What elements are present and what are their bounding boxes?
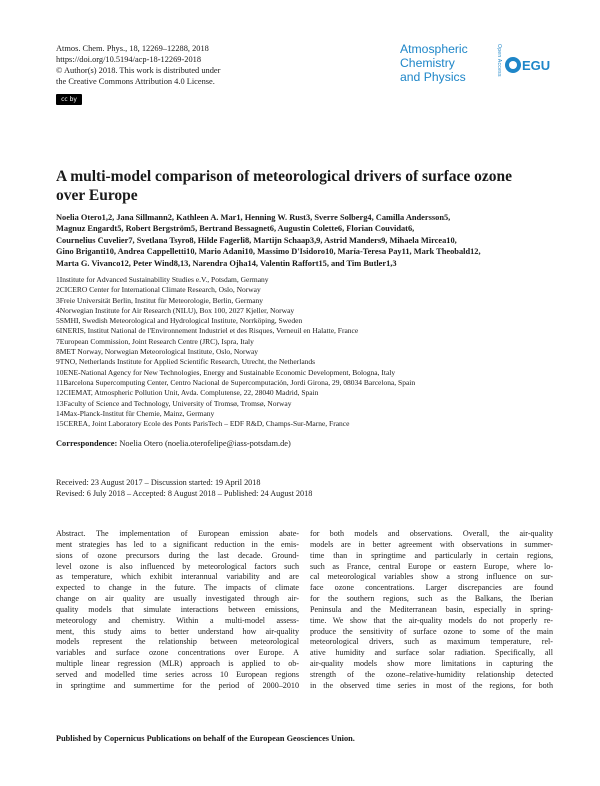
abstract-line: served and modelled time series across 10 European regions [56, 669, 299, 679]
abstract-line: Abstract. The implementation of European emission abate- [56, 529, 299, 538]
doi-link[interactable]: https://doi.org/10.5194/acp-18-12269-2018 [56, 55, 202, 64]
abstract-line: produce the sensitivity of surface ozone to some of the main [310, 626, 553, 636]
affiliation: 4Norwegian Institute for Air Research (NILU), Box 100, 2027 Kjeller, Norway [56, 305, 295, 315]
abstract-line: ative humidity and surface solar radiation. Specifically, all [310, 648, 553, 658]
correspondence-text[interactable]: Noelia Otero (noelia.oterofelipe@iass-potsdam.de) [119, 439, 291, 448]
author-line: Magnuz Engardt5, Robert Bergström5, Bertrand Bessagnet6, Augustin Colette6, Florian Couvidat6, [56, 224, 415, 234]
affiliation: 8MET Norway, Norwegian Meteorological Institute, Oslo, Norway [56, 347, 259, 357]
paper-title: A multi-model comparison of meteorological drivers of surface ozone over Europe [56, 168, 513, 204]
cc-license-badge[interactable]: cc by [56, 94, 82, 105]
affiliation: 13Faculty of Science and Technology, University of Tromsø, Tromsø, Norway [56, 398, 292, 408]
citation: Atmos. Chem. Phys., 18, 12269–12288, 2018 [56, 44, 209, 53]
abstract-line: quality models that simulate interactions between emissions, [56, 604, 299, 614]
affiliation: 10ENE-National Agency for New Technologies, Energy and Sustainable Economic Development, Bologna, Italy [56, 367, 396, 377]
abstract-line: multiple linear regression (MLR) approach is applied to ob- [56, 659, 299, 669]
abstract-line: cal meteorological variables show a strong influence on sur- [310, 572, 553, 582]
copyright: © Author(s) 2018. This work is distributed under [56, 66, 221, 75]
abstract-line: such as France, central Europe or eastern Europe, where lo- [310, 561, 553, 571]
abstract-line: for both models and observations. Overall, the air-quality [310, 529, 553, 538]
affiliation: 12CIEMAT, Atmospheric Pollution Unit, Avda. Complutense, 22, 28040 Madrid, Spain [56, 388, 319, 398]
abstract-line: time than in springtime and particularly in certain regions, [310, 550, 553, 560]
abstract-line: air-quality models show more limitations in capturing the [310, 659, 553, 669]
abstract-line: change on air quality are usually investigated through air- [56, 594, 299, 604]
abstract-line: sions of ozone precursors during the last decade. Ground- [56, 550, 299, 560]
abstract-line: face ozone concentrations. Larger discrepancies are found [310, 583, 553, 593]
journal-logo [400, 42, 550, 102]
logo-line-1: Atmospheric [400, 42, 468, 56]
abstract-line: for the southern regions, such as the Balkans, the Iberian [310, 594, 553, 604]
abstract-line: strength of the ozone–relative-humidity relationship detected [310, 669, 553, 679]
abstract-line: Peninsula and the Mediterranean basin, especially in spring- [310, 604, 553, 614]
abstract-line: meteorological drivers, such as maximum temperature, rel- [310, 637, 553, 647]
abstract-line: variables and surface ozone concentrations over Europe. A [56, 648, 299, 658]
abstract-line: time. We show that the air-quality models do not properly re- [310, 615, 553, 625]
abstract-line: models are in better agreement with observations in summer- [310, 539, 553, 549]
abstract-line: as temperature, which exhibit interannual variability and are [56, 572, 299, 582]
publication-dates [56, 477, 312, 499]
affiliation: 14Max-Planck-Institut für Chemie, Mainz, Germany [56, 408, 215, 418]
affiliation: 6INERIS, Institut National de l'Environnement Industriel et des Risques, Verneuil en Halatte, France [56, 326, 359, 336]
correspondence-label: Correspondence: [56, 439, 118, 448]
affiliation-list [56, 275, 556, 429]
egu-logo-icon [504, 50, 551, 80]
abstract-column-1 [56, 529, 299, 692]
abstract-line: ment, this study aims to better understand how air-quality [56, 626, 299, 636]
abstract-line: level ozone is also influenced by meteorological factors such [56, 561, 299, 571]
logo-wordmark [400, 42, 468, 84]
publisher-footer: Published by Copernicus Publications on behalf of the European Geosciences Union. [56, 734, 355, 743]
published-date: Revised: 6 July 2018 – Accepted: 8 August 2018 – Published: 24 August 2018 [56, 489, 313, 498]
affiliation: 15CEREA, Joint Laboratory Ecole des Ponts ParisTech – EDF R&D, Champs-Sur-Marne, France [56, 419, 350, 429]
license-text: the Creative Commons Attribution 4.0 License. [56, 77, 215, 86]
abstract-line: in the observed time series in most of the regions, for both [310, 680, 553, 690]
affiliation: 2CICERO Center for International Climate Research, Oslo, Norway [56, 285, 261, 295]
abstract-line: expected to change in the future. The impacts of climate [56, 583, 299, 593]
author-line: Gino Briganti10, Andrea Cappelletti10, Mario Adani10, Massimo D'Isidoro10, María-Teresa Pay11, Mark Theobald12, [56, 247, 481, 257]
author-list [56, 212, 551, 269]
correspondence [56, 439, 291, 448]
affiliation: 9TNO, Netherlands Institute for Applied Scientific Research, Utrecht, the Netherlands [56, 357, 316, 367]
affiliation: 1Institute for Advanced Sustainability Studies e.V., Potsdam, Germany [56, 275, 269, 284]
affiliation: 5SMHI, Swedish Meteorological and Hydrological Institute, Norrköping, Sweden [56, 316, 303, 326]
affiliation: 11Barcelona Supercomputing Center, Centro Nacional de Supercomputación, Jordi Girona, 29, 08034 Barcelona, Spain [56, 377, 416, 387]
abstract-line: meteorology and chemistry. Within a multi-model assess- [56, 615, 299, 625]
journal-meta [56, 43, 220, 87]
abstract-column-2 [310, 529, 553, 692]
logo-line-3: and Physics [400, 70, 466, 84]
open-access-label: Open Access [496, 44, 502, 77]
affiliation: 3Freie Universität Berlin, Institut für Meteorologie, Berlin, Germany [56, 295, 264, 305]
author-line: Noelia Otero1,2, Jana Sillmann2, Kathleen A. Mar1, Henning W. Rust3, Sverre Solberg4, Camilla Andersson5, [56, 213, 451, 222]
egu-text: EGU [522, 58, 551, 73]
author-line: Marta G. Vivanco12, Peter Wind8,13, Narendra Ojha14, Valentin Raffort15, and Tim Butler1,3 [56, 258, 397, 268]
received-date: Received: 23 August 2017 – Discussion started: 19 April 2018 [56, 478, 261, 487]
logo-line-2: Chemistry [400, 56, 455, 70]
affiliation: 7European Commission, Joint Research Centre (JRC), Ispra, Italy [56, 336, 254, 346]
author-line: Cournelius Cuvelier7, Svetlana Tsyro8, Hilde Fagerli8, Martijn Schaap3,9, Astrid Manders9, Mihaela Mircea10, [56, 235, 457, 245]
abstract-line: ment strategies has led to a significant reduction in the emis- [56, 539, 299, 549]
abstract-line: in springtime and summertime for the period of 2000–2010 [56, 680, 299, 690]
abstract-line: models represent the relationship between meteorological [56, 637, 299, 647]
